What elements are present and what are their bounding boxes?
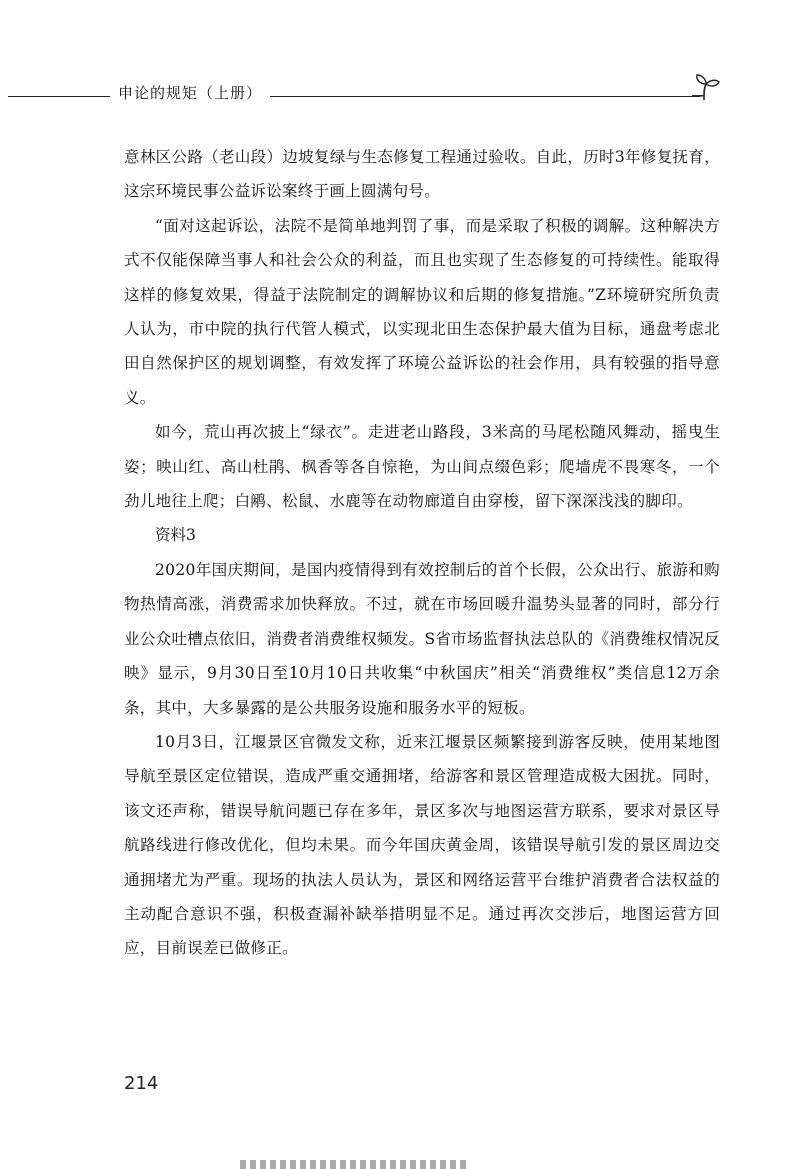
- paragraph-group-before: [124, 140, 720, 518]
- paragraph: 10月3日，江堰景区官微发文称，近来江堰景区频繁接到游客反映，使用某地图导航至景区定位错误，造成严重交通拥堵，给游客和景区管理造成极大困扰。同时，该文还声称，错误导航问题已存在多年，景区多次与地图运营方联系，要求对景区导航路线进行修改优化，但均未果。而今年国庆黄金周，该错误导航引发的景区周边交通拥堵尤为严重。现场的执法人员认为，景区和网络运营平台维护消费者合法权益的主动配合意识不强，积极查漏补缺举措明显不足。通过再次交涉后，地图运营方回应，目前误差已做修正。: [124, 732, 720, 958]
- paragraph: 如今，荒山再次披上“绿衣”。走进老山路段，3米高的马尾松随风舞动，摇曳生姿；映山红、高山杜鹃、枫香等各自惊艳，为山间点缀色彩；爬墙虎不畏寒冬，一个劲儿地往上爬；白鹇、松鼠、水鹿等在动物廊道自由穿梭，留下深深浅浅的脚印。: [124, 423, 720, 511]
- book-title: 申论的规矩（上册）: [118, 84, 263, 102]
- page-body: [124, 140, 720, 966]
- header-rule-right: [270, 96, 700, 97]
- header-rule-left: [8, 96, 110, 97]
- scan-artifact: [240, 1160, 470, 1169]
- sprout-icon: [690, 72, 722, 102]
- section-heading: 资料3: [155, 526, 196, 545]
- page-number: 214: [124, 1073, 159, 1094]
- paragraph-group-after: [124, 553, 720, 966]
- paragraph: 2020年国庆期间，是国内疫情得到有效控制后的首个长假，公众出行、旅游和购物热情高涨，消费需求加快释放。不过，就在市场回暖升温势头显著的同时，部分行业公众吐槽点依旧，消费者消费维权频发。S省市场监督执法总队的《消费维权情况反映》显示，9月30日至10月10日共收集“中秋国庆”相关“消费维权”类信息12万余条，其中，大多暴露的是公共服务设施和服务水平的短板。: [124, 560, 720, 717]
- paragraph: “面对这起诉讼，法院不是简单地判罚了事，而是采取了积极的调解。这种解决方式不仅能保障当事人和社会公众的利益，而且也实现了生态修复的可持续性。能取得这样的修复效果，得益于法院制定的调解协议和后期的修复措施。”Z环境研究所负责人认为，市中院的执行代管人模式，以实现北田生态保护最大值为目标，通盘考虑北田自然保护区的规划调整，有效发挥了环境公益诉讼的社会作用，具有较强的指导意义。: [124, 216, 720, 407]
- running-header: [0, 72, 800, 112]
- paragraph: 意林区公路（老山段）边坡复绿与生态修复工程通过验收。自此，历时3年修复抚育，这宗环境民事公益诉讼案终于画上圆满句号。: [124, 148, 720, 201]
